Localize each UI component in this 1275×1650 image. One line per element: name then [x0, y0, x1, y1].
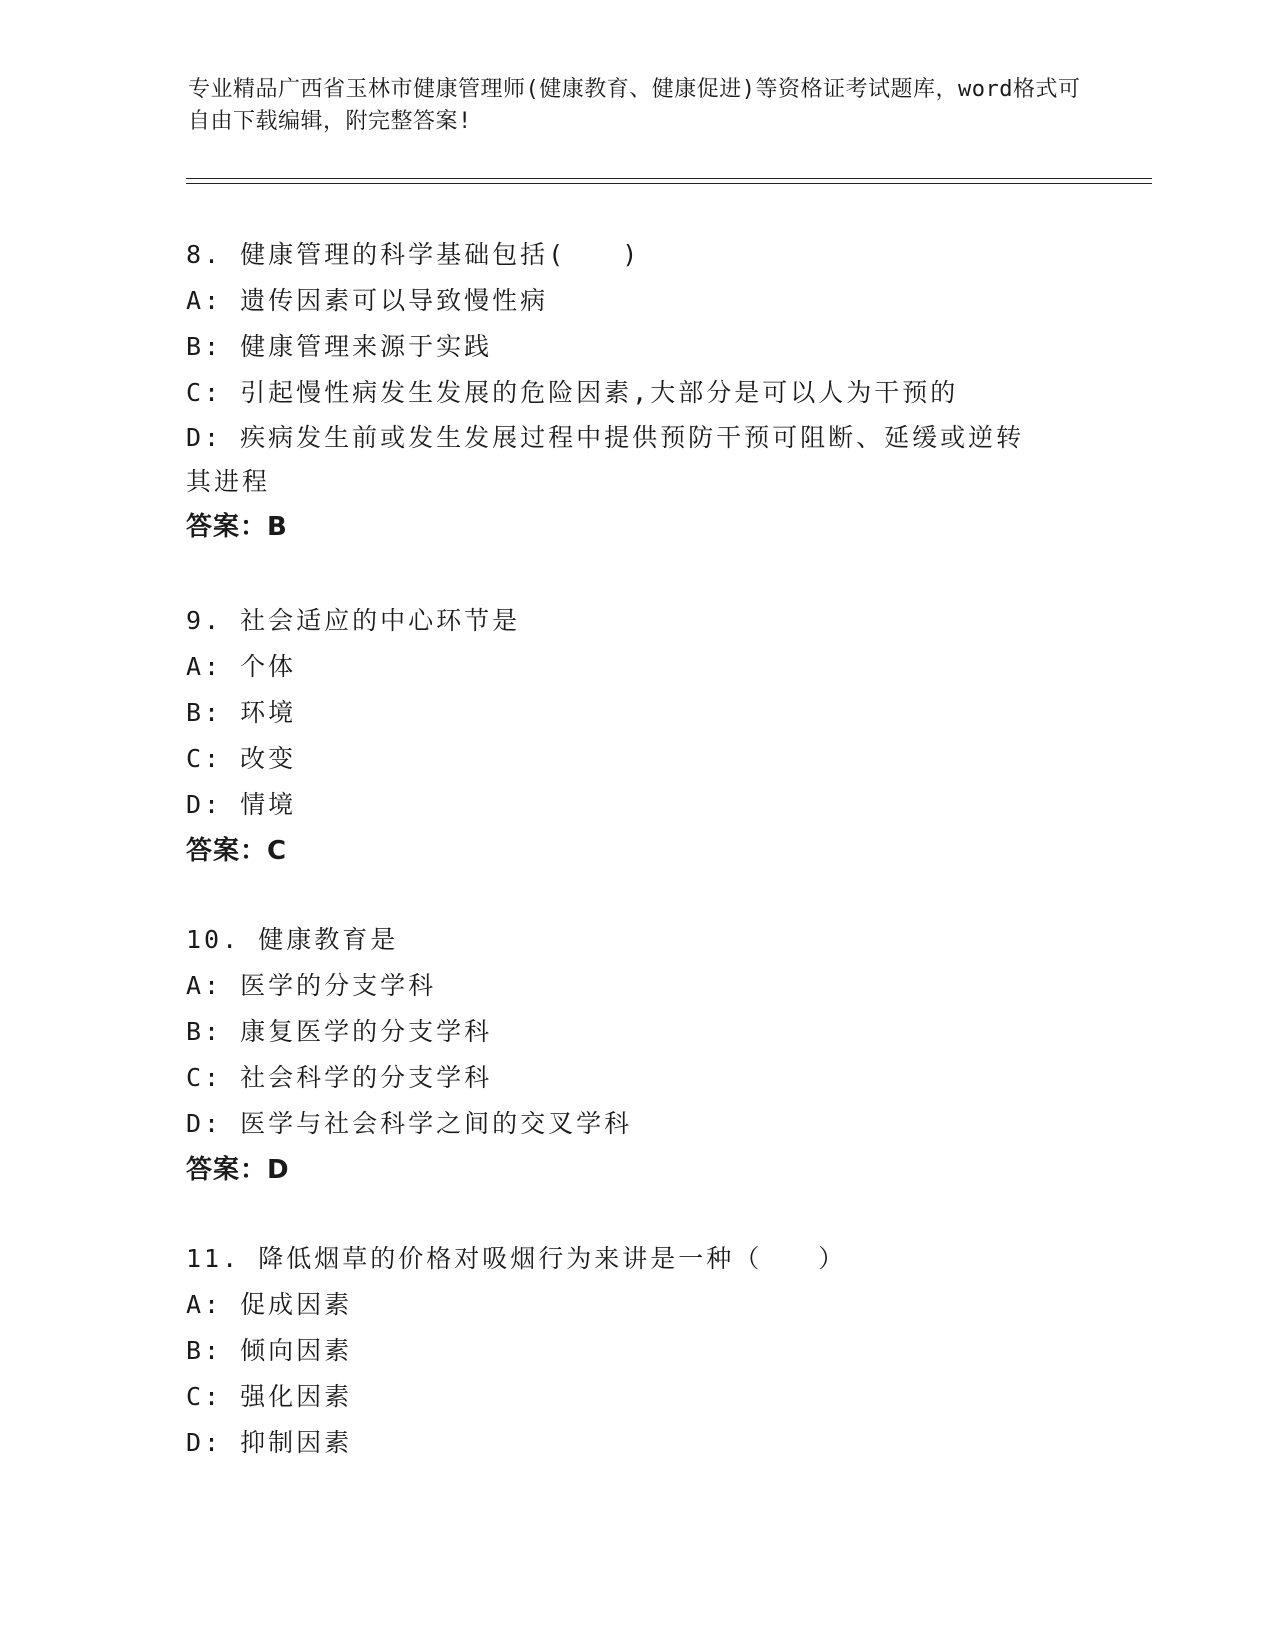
question-stem: 8. 健康管理的科学基础包括( ) — [186, 240, 641, 269]
option-d: D: 情境 — [186, 790, 297, 819]
question-9 — [186, 598, 1086, 874]
question-10 — [186, 917, 1086, 1193]
option-a: A: 个体 — [186, 652, 297, 681]
answer-label: 答案：D — [186, 1155, 290, 1185]
option-d: D: 医学与社会科学之间的交叉学科 — [186, 1109, 633, 1138]
option-b: B: 健康管理来源于实践 — [186, 332, 493, 361]
option-c: C: 强化因素 — [186, 1382, 353, 1411]
header-divider-bottom — [186, 183, 1152, 184]
option-c: C: 引起慢性病发生发展的危险因素,大部分是可以人为干预的 — [186, 378, 959, 407]
question-11 — [186, 1236, 1086, 1466]
answer-label: 答案：B — [186, 512, 288, 542]
question-stem: 9. 社会适应的中心环节是 — [186, 606, 521, 635]
question-stem: 10. 健康教育是 — [186, 925, 399, 954]
question-8 — [186, 232, 1086, 550]
option-b: B: 环境 — [186, 698, 297, 727]
answer-label: 答案：C — [186, 836, 288, 866]
question-stem: 11. 降低烟草的价格对吸烟行为来讲是一种（ ） — [186, 1244, 847, 1273]
option-d: D: 疾病发生前或发生发展过程中提供预防干预可阻断、延缓或逆转其进程 — [186, 423, 1025, 496]
option-b: B: 倾向因素 — [186, 1336, 353, 1365]
option-c: C: 社会科学的分支学科 — [186, 1063, 493, 1092]
option-a: A: 医学的分支学科 — [186, 971, 437, 1000]
option-c: C: 改变 — [186, 744, 297, 773]
document-header-description: 专业精品广西省玉林市健康管理师(健康教育、健康促进)等资格证考试题库，word格式可自由下载编辑，附完整答案! — [188, 77, 1081, 134]
option-a: A: 遗传因素可以导致慢性病 — [186, 286, 549, 315]
header-divider-top — [186, 178, 1152, 179]
option-b: B: 康复医学的分支学科 — [186, 1017, 493, 1046]
option-a: A: 促成因素 — [186, 1290, 353, 1319]
option-d: D: 抑制因素 — [186, 1428, 353, 1457]
